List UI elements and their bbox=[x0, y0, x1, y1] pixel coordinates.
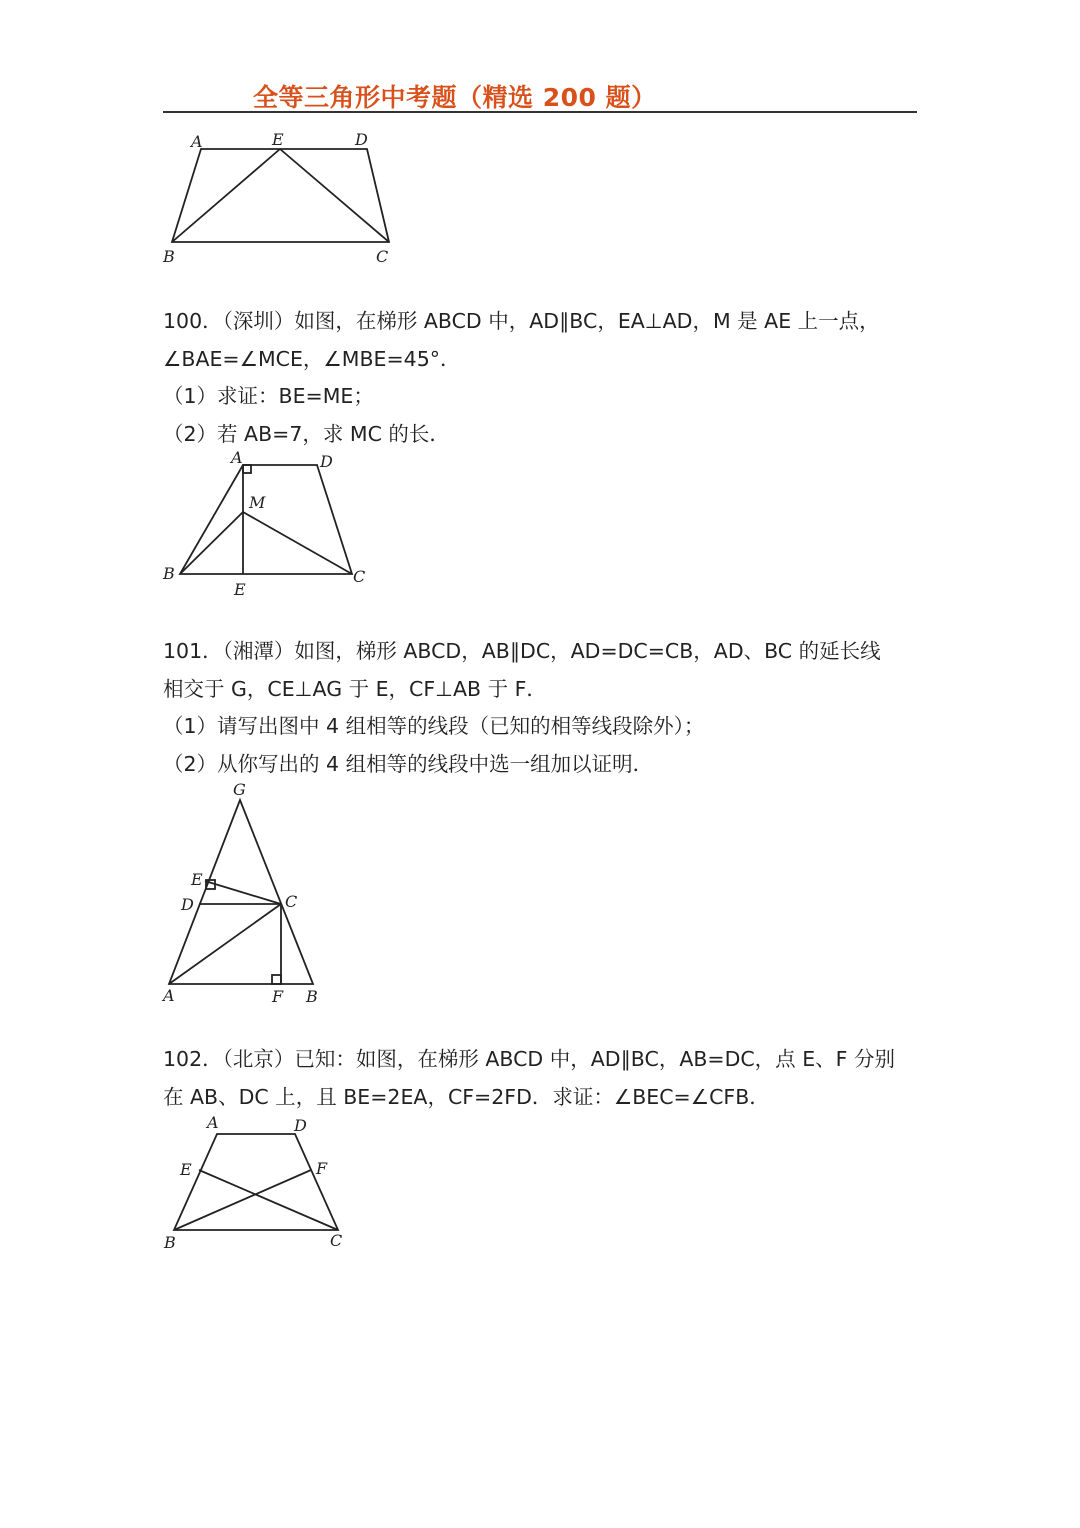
segment-ec bbox=[199, 1170, 338, 1230]
problem-100-line-1: 100．（深圳）如图，在梯形 ABCD 中，AD∥BC，EA⊥AD，M 是 AE 上一点， bbox=[163, 309, 880, 333]
label-a: A bbox=[191, 132, 203, 151]
problem-102 bbox=[163, 1041, 923, 1116]
problem-101-line-1: 101．（湘潭）如图，梯形 ABCD，AB∥DC，AD=DC=CB，AD、BC 的延长线 bbox=[163, 639, 881, 663]
label-d: D bbox=[181, 895, 194, 914]
label-d: D bbox=[320, 452, 333, 471]
label-e: E bbox=[234, 580, 246, 599]
problem-101-line-2: 相交于 G，CE⊥AG 于 E，CF⊥AB 于 F． bbox=[163, 676, 547, 701]
figure-101-triangle bbox=[160, 778, 330, 1008]
problem-100-line-2: ∠BAE=∠MCE，∠MBE=45°． bbox=[163, 346, 461, 371]
segment-mb bbox=[180, 512, 243, 574]
label-c: C bbox=[353, 567, 366, 586]
problem-100-line-3: （1）求证：BE=ME； bbox=[163, 384, 374, 408]
right-angle-mark-a bbox=[243, 465, 251, 473]
page-header-title: 全等三角形中考题（精选 200 题） bbox=[253, 83, 657, 112]
label-c: C bbox=[330, 1231, 343, 1250]
segment-ce bbox=[205, 881, 281, 904]
label-m: M bbox=[249, 493, 266, 512]
header-divider bbox=[163, 111, 917, 113]
label-d: D bbox=[294, 1116, 307, 1135]
label-b: B bbox=[163, 564, 175, 583]
trapezoid-abcd bbox=[174, 1134, 338, 1230]
label-b: B bbox=[164, 1233, 176, 1252]
label-e: E bbox=[272, 130, 284, 149]
label-b: B bbox=[306, 987, 318, 1006]
problem-100 bbox=[163, 303, 923, 453]
label-a: A bbox=[231, 448, 243, 467]
problem-102-line-1: 102．（北京）已知：如图，在梯形 ABCD 中，AD∥BC，AB=DC，点 E、F 分别 bbox=[163, 1047, 895, 1071]
label-f: F bbox=[272, 987, 284, 1006]
trapezoid-abcd bbox=[172, 149, 389, 242]
problem-101 bbox=[163, 633, 923, 783]
label-c: C bbox=[285, 892, 298, 911]
segment-ac bbox=[169, 904, 281, 984]
segment-fb bbox=[174, 1170, 311, 1230]
label-e: E bbox=[180, 1160, 192, 1179]
problem-101-line-4: （2）从你写出的 4 组相等的线段中选一组加以证明． bbox=[163, 751, 654, 776]
segment-ec bbox=[280, 149, 389, 242]
right-angle-mark-f bbox=[272, 975, 281, 984]
figure-100-trapezoid bbox=[160, 448, 380, 598]
label-b: B bbox=[163, 247, 175, 266]
problem-101-line-3: （1）请写出图中 4 组相等的线段（已知的相等线段除外）； bbox=[163, 714, 705, 738]
label-f: F bbox=[316, 1159, 328, 1178]
segment-eb bbox=[172, 149, 280, 242]
label-d: D bbox=[355, 130, 368, 149]
label-a: A bbox=[163, 986, 175, 1005]
problem-102-line-2: 在 AB、DC 上，且 BE=2EA，CF=2FD．求证：∠BEC=∠CFB． bbox=[163, 1084, 770, 1109]
label-a: A bbox=[207, 1113, 219, 1132]
label-e: E bbox=[191, 870, 203, 889]
figure-102-trapezoid bbox=[160, 1112, 360, 1252]
label-g: G bbox=[233, 780, 246, 799]
problem-100-line-4: （2）若 AB=7，求 MC 的长． bbox=[163, 421, 450, 446]
figure-99-trapezoid bbox=[160, 125, 400, 275]
label-c: C bbox=[376, 247, 389, 266]
trapezoid-abcd bbox=[180, 465, 352, 574]
